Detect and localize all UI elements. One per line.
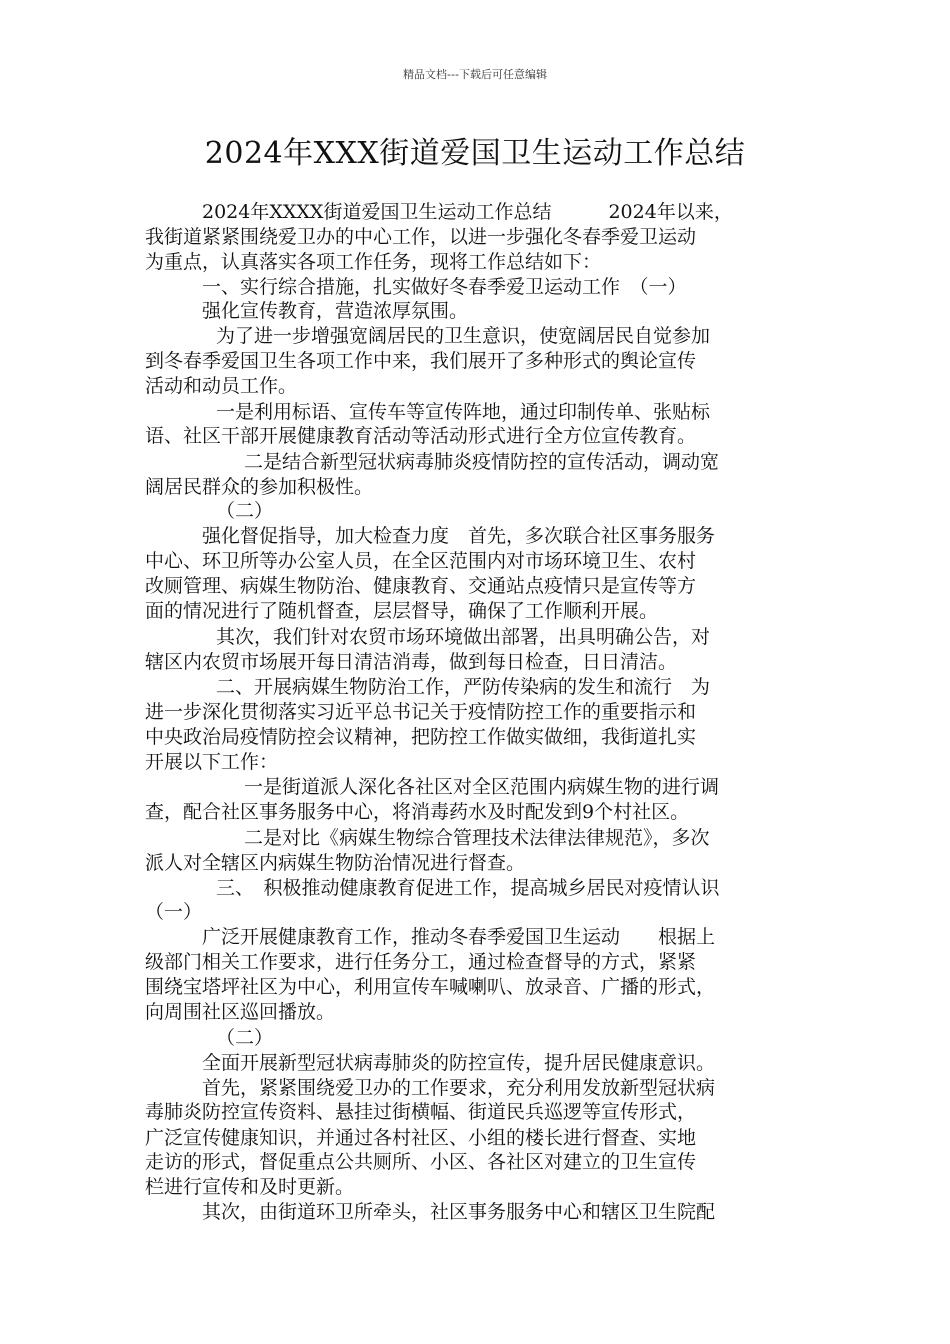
paragraph-line: 首先，紧紧围绕爱卫办的工作要求，充分利用发放新型冠状病 bbox=[202, 1077, 716, 1099]
paragraph-line: 毒肺炎防控宣传资料、悬挂过街横幅、街道民兵巡逻等宣传形式， bbox=[145, 1101, 697, 1123]
paragraph-line: 一是利用标语、宣传车等宣传阵地，通过印制传单、张贴标 bbox=[216, 401, 711, 423]
paragraph-line: 我街道紧紧围绕爱卫办的中心工作，以进一步强化冬春季爱卫运动 bbox=[145, 226, 697, 248]
paragraph-line: 广泛开展健康教育工作，推动冬春季爱国卫生运动 根据上 bbox=[202, 926, 716, 948]
paragraph-line: 其次，由街道环卫所牵头，社区事务服务中心和辖区卫生院配 bbox=[202, 1201, 716, 1223]
paragraph-line: 一是街道派人深化各社区对全区范围内病媒生物的进行调 bbox=[244, 776, 720, 798]
paragraph-line: 二是结合新型冠状病毒肺炎疫情防控的宣传活动，调动宽 bbox=[244, 451, 720, 473]
paragraph-line: 进一步深化贯彻落实习近平总书记关于疫情防控工作的重要指示和 bbox=[145, 701, 697, 723]
paragraph-line: 强化督促指导，加大检查力度 首先，多次联合社区事务服务 bbox=[202, 525, 716, 547]
document-title: 2024年XXX街道爱国卫生运动工作总结 bbox=[204, 136, 746, 171]
paragraph-line: （二） bbox=[216, 500, 274, 522]
paragraph-line: 中心、环卫所等办公室人员，在全区范围内对市场环境卫生、农村 bbox=[145, 550, 697, 572]
paragraph-line: 级部门相关工作要求，进行任务分工，通过检查督导的方式，紧紧 bbox=[145, 951, 697, 973]
paragraph-line: 为了进一步增强宽阔居民的卫生意识，使宽阔居民自觉参加 bbox=[216, 325, 711, 347]
paragraph-line: 二、开展病媒生物防治工作，严防传染病的发生和流行 为 bbox=[216, 676, 711, 698]
paragraph-line: 向周围社区巡回播放。 bbox=[145, 1001, 336, 1023]
paragraph-line: 栏进行宣传和及时更新。 bbox=[145, 1176, 355, 1198]
paragraph-line: 活动和动员工作。 bbox=[145, 375, 298, 397]
paragraph-line: 三、 积极推动健康教育促进工作，提高城乡居民对疫情认识 bbox=[216, 877, 720, 899]
paragraph-line: 改厕管理、病媒生物防治、健康教育、交通站点疫情只是宣传等方 bbox=[145, 575, 697, 597]
paragraph-line: 强化宣传教育，营造浓厚氛围。 bbox=[202, 300, 469, 322]
paragraph-line: （一） bbox=[145, 901, 203, 923]
paragraph-line: 二是对比《病媒生物综合管理技术法律法律规范》，多次 bbox=[244, 827, 710, 849]
header-note: 精品文档---下载后可任意编辑 bbox=[403, 68, 547, 81]
paragraph-line: 走访的形式，督促重点公共厕所、小区、各社区对建立的卫生宣传 bbox=[145, 1151, 697, 1173]
paragraph-line: 语、社区干部开展健康教育活动等活动形式进行全方位宣传教育。 bbox=[145, 425, 697, 447]
paragraph-line: 到冬春季爱国卫生各项工作中来，我们展开了多种形式的舆论宣传 bbox=[145, 350, 697, 372]
paragraph-line: 面的情况进行了随机督查，层层督导，确保了工作顺利开展。 bbox=[145, 600, 659, 622]
paragraph-line: 为重点，认真落实各项工作任务，现将工作总结如下： bbox=[145, 251, 602, 273]
paragraph-line: 2024年XXXX街道爱国卫生运动工作总结 2024年以来， bbox=[202, 201, 733, 223]
paragraph-line: 阔居民群众的参加积极性。 bbox=[145, 476, 374, 498]
paragraph-line: 辖区内农贸市场展开每日清洁消毒，做到每日检查，日日清洁。 bbox=[145, 651, 678, 673]
paragraph-line: 派人对全辖区内病媒生物防治情况进行督查。 bbox=[145, 852, 526, 874]
paragraph-line: 广泛宣传健康知识，并通过各村社区、小组的楼长进行督查、实地 bbox=[145, 1127, 697, 1149]
paragraph-line: 一、实行综合措施，扎实做好冬春季爱卫运动工作 （一） bbox=[202, 276, 687, 298]
paragraph-line: 围绕宝塔坪社区为中心，利用宣传车喊喇叭、放录音、广播的形式， bbox=[145, 976, 716, 998]
paragraph-line: 中央政治局疫情防控会议精神，把防控工作做实做细，我街道扎实 bbox=[145, 726, 697, 748]
paragraph-line: 开展以下工作： bbox=[145, 751, 279, 773]
paragraph-line: （二） bbox=[216, 1027, 274, 1049]
paragraph-line: 全面开展新型冠状病毒肺炎的防控宣传，提升居民健康意识。 bbox=[202, 1052, 716, 1074]
paragraph-line: 其次，我们针对农贸市场环境做出部署，出具明确公告，对 bbox=[216, 626, 711, 648]
paragraph-line: 查，配合社区事务服务中心，将消毒药水及时配发到9个村社区。 bbox=[145, 801, 690, 823]
